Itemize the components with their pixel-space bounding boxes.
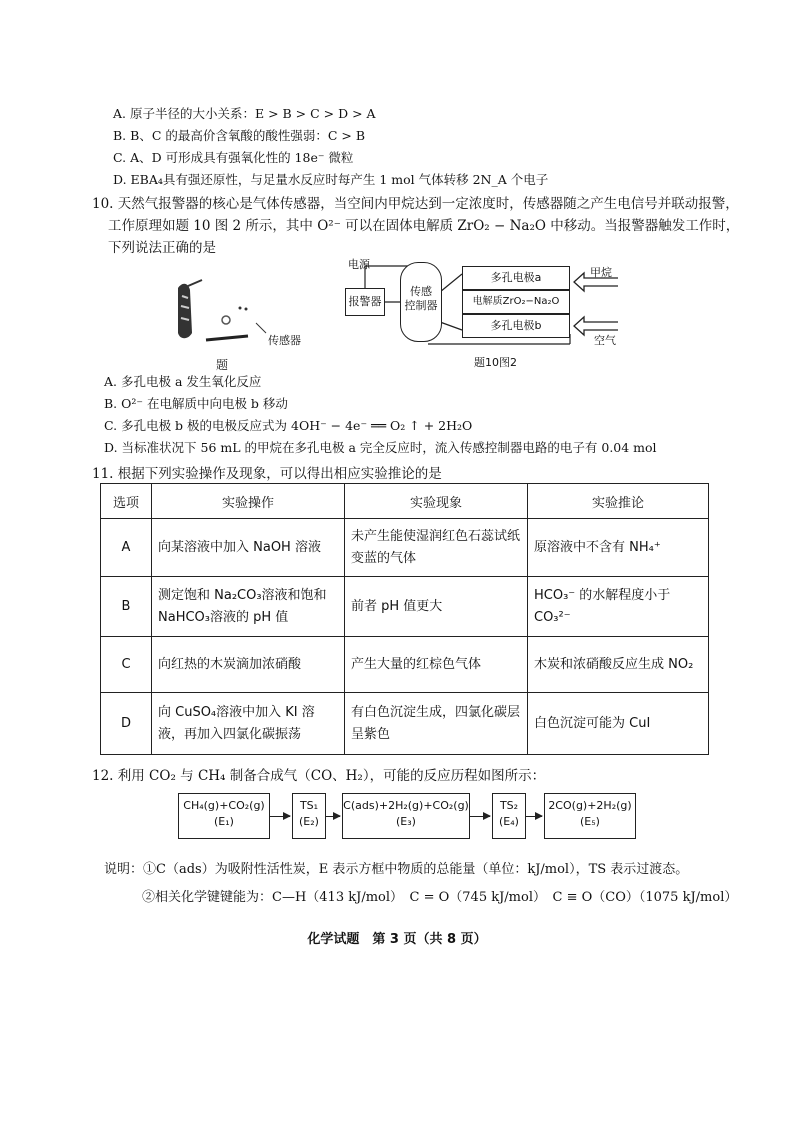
- row-inference: 白色沉淀可能为 CuI: [528, 693, 709, 755]
- table-row: [101, 693, 709, 755]
- row-phenomenon: 产生大量的红棕色气体: [345, 637, 528, 693]
- row-phenomenon: 有白色沉淀生成，四氯化碳层呈紫色: [345, 693, 528, 755]
- q10-stem-line3: 下列说法正确的是: [108, 240, 216, 256]
- header-option: 选项: [101, 484, 152, 519]
- row-option: A: [101, 519, 152, 577]
- arrow-right-icon: [326, 816, 340, 817]
- row-operation: 向 CuSO₄溶液中加入 KI 溶液，再加入四氯化碳振荡: [152, 693, 345, 755]
- pathway-box-reactants: [178, 793, 270, 839]
- row-option: B: [101, 577, 152, 637]
- q9-option-d: D. EBA₄具有强还原性，与足量水反应时每产生 1 mol 气体转移 2N_A 个电子: [113, 172, 549, 187]
- header-inference: 实验推论: [528, 484, 709, 519]
- header-phenomenon: 实验现象: [345, 484, 528, 519]
- q12-note-1: 说明：①C（ads）为吸附性活性炭，E 表示方框中物质的总能量（单位：kJ/mol），TS 表示过渡态。: [104, 862, 689, 877]
- header-operation: 实验操作: [152, 484, 345, 519]
- table-row: [101, 637, 709, 693]
- row-operation: 测定饱和 Na₂CO₃溶液和饱和 NaHCO₃溶液的 pH 值: [152, 577, 345, 637]
- q10-stem-line2: 工作原理如题 10 图 2 所示，其中 O²⁻ 可以在固体电解质 ZrO₂ − Na₂O 中移动。当报警器触发工作时，: [108, 218, 740, 234]
- q10-option-a: A. 多孔电极 a 发生氧化反应: [104, 374, 262, 389]
- q12-note-2: ②相关化学键键能为：C—H（413 kJ/mol） C = O（745 kJ/mol） C ≡ O（CO）（1075 kJ/mol）: [142, 890, 738, 905]
- air-label: 空气: [594, 334, 616, 347]
- box-energy: (E₂): [299, 815, 319, 828]
- q10-option-d: D. 当标准状况下 56 mL 的甲烷在多孔电极 a 完全反应时，流入传感控制器电路的电子有 0.04 mol: [104, 440, 657, 455]
- pathway-box-intermediate: [342, 793, 470, 839]
- electrode-a-box: 多孔电极a: [462, 266, 570, 290]
- box-energy: (E₄): [499, 815, 519, 828]
- arrow-right-icon: [270, 816, 290, 817]
- box-energy: (E₁): [214, 815, 234, 828]
- row-option: C: [101, 637, 152, 693]
- row-inference: 木炭和浓硝酸反应生成 NO₂: [528, 637, 709, 693]
- pathway-box-products: [544, 793, 636, 839]
- box-species: 2CO(g)+2H₂(g): [548, 799, 632, 812]
- controller-label-line1: 传感: [410, 285, 432, 298]
- experiment-table: [100, 483, 709, 755]
- row-operation: 向红热的木炭滴加浓硝酸: [152, 637, 345, 693]
- methane-label: 甲烷: [590, 266, 612, 279]
- box-species: C(ads)+2H₂(g)+CO₂(g): [343, 799, 469, 812]
- row-inference: HCO₃⁻ 的水解程度小于 CO₃²⁻: [528, 577, 709, 637]
- box-species: TS₁: [299, 799, 319, 812]
- arrow-right-icon: [526, 816, 542, 817]
- q11-stem: 11. 根据下列实验操作及现象，可以得出相应实验推论的是: [92, 466, 442, 482]
- box-energy: (E₅): [580, 815, 600, 828]
- box-species: TS₂: [499, 799, 519, 812]
- electrode-b-box: 多孔电极b: [462, 314, 570, 338]
- controller-label-line2: 控制器: [404, 299, 438, 312]
- box-energy: (E₃): [396, 815, 416, 828]
- arrow-right-icon: [470, 816, 490, 817]
- box-species: CH₄(g)+CO₂(g): [183, 799, 265, 812]
- table-row: [101, 519, 709, 577]
- sensor-controller-box: [400, 262, 442, 342]
- table-header-row: [101, 484, 709, 519]
- pathway-box-ts2: [492, 793, 526, 839]
- page-footer: 化学试题 第 3 页（共 8 页）: [307, 932, 487, 947]
- q9-option-b: B. B、C 的最高价含氧酸的酸性强弱：C > B: [113, 128, 366, 143]
- electrolyte-box: 电解质ZrO₂−Na₂O: [462, 290, 570, 314]
- q10-option-b: B. O²⁻ 在电解质中向电极 b 移动: [104, 396, 288, 411]
- figure-1-caption: 题: [216, 358, 229, 372]
- row-inference: 原溶液中不含有 NH₄⁺: [528, 519, 709, 577]
- q12-stem: 12. 利用 CO₂ 与 CH₄ 制备合成气（CO、H₂），可能的反应历程如图所示：: [92, 768, 546, 784]
- row-phenomenon: 未产生能使湿润红色石蕊试纸变蓝的气体: [345, 519, 528, 577]
- figure-2-caption: 题10图2: [474, 356, 517, 369]
- row-phenomenon: 前者 pH 值更大: [345, 577, 528, 637]
- row-option: D: [101, 693, 152, 755]
- row-operation: 向某溶液中加入 NaOH 溶液: [152, 519, 345, 577]
- sensor-label: 传感器: [268, 334, 301, 347]
- power-label: 电源: [348, 258, 370, 271]
- table-row: [101, 577, 709, 637]
- q9-option-a: A. 原子半径的大小关系：E > B > C > D > A: [113, 106, 376, 121]
- q10-option-c: C. 多孔电极 b 极的电极反应式为 4OH⁻ − 4e⁻ ══ O₂ ↑ + 2H₂O: [104, 418, 473, 433]
- pathway-box-ts1: [292, 793, 326, 839]
- alarm-box: 报警器: [345, 288, 385, 316]
- q10-stem-line1: 10. 天然气报警器的核心是气体传感器，当空间内甲烷达到一定浓度时，传感器随之产生电信号并联动报警，: [92, 196, 739, 212]
- q9-option-c: C. A、D 可形成具有强氧化性的 18e⁻ 微粒: [113, 150, 354, 165]
